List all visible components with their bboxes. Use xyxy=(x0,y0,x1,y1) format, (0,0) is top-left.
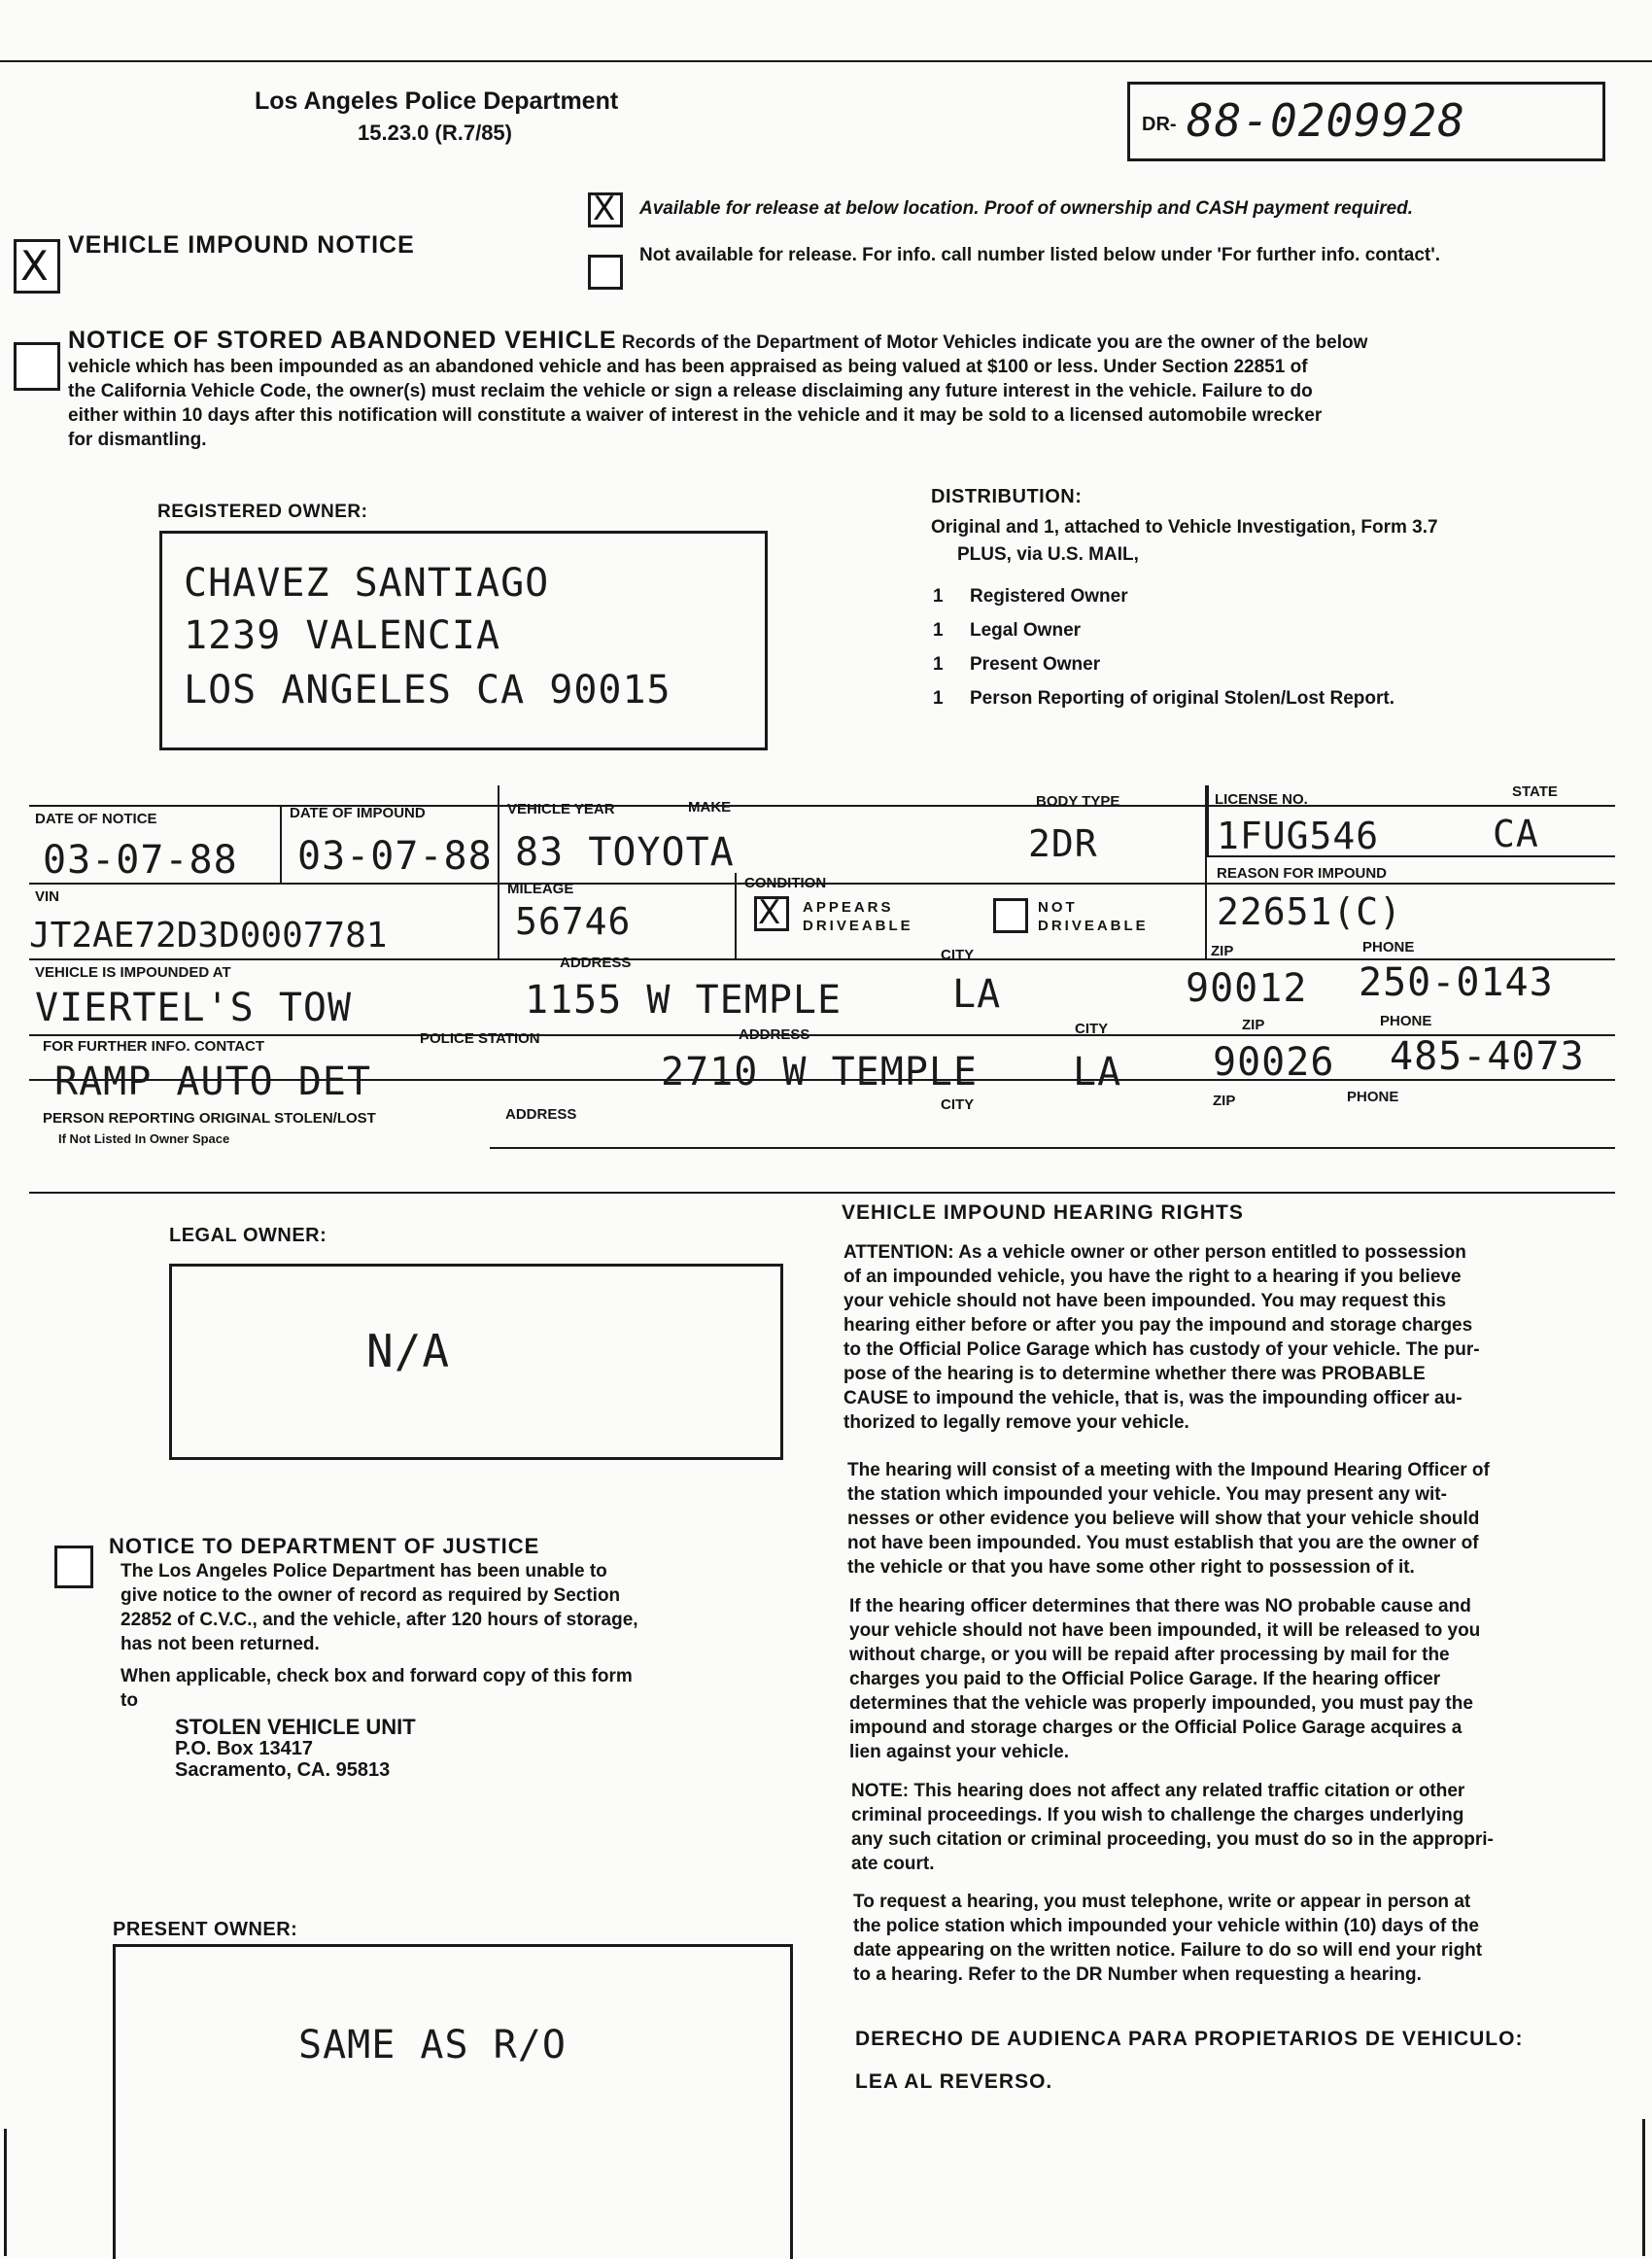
dr-number: 88-0209928 xyxy=(1187,94,1465,147)
present-owner-box xyxy=(113,1944,793,2259)
impound-address-label: ADDRESS xyxy=(560,955,632,971)
impound-check-mark: X xyxy=(20,242,49,290)
impound-city: LA xyxy=(952,972,1002,1017)
scan-edge-right xyxy=(1642,2119,1645,2256)
contact-city: LA xyxy=(1073,1050,1122,1095)
registered-owner-city: LOS ANGELES CA 90015 xyxy=(184,668,671,712)
impound-notice-title: VEHICLE IMPOUND NOTICE xyxy=(68,231,415,259)
hearing-rights-meeting: The hearing will consist of a meeting with the Impound Hearing Officer of the station which impounded your vehicle. You may present any wit- nesses or other evidence you believe will show that your vehicle should not have been impounded. You must establish that you are the owner of the vehicle or that you have some other right to possession of it. xyxy=(847,1460,1490,1578)
date-of-notice: 03-07-88 xyxy=(43,838,238,883)
impound-notice-checkbox[interactable] xyxy=(14,239,60,294)
condition-check-mark: X xyxy=(758,893,781,932)
abandoned-line-5: for dismantling. xyxy=(68,430,207,450)
abandoned-checkbox[interactable] xyxy=(14,342,60,391)
contact-phone-label: PHONE xyxy=(1380,1013,1432,1029)
abandoned-line-3: the California Vehicle Code, the owner(s) must reclaim the vehicle or sign a release disclaiming any future interest in the vehicle. Failure to do xyxy=(68,381,1313,401)
reporter-phone-label: PHONE xyxy=(1347,1089,1399,1105)
license-label: LICENSE NO. xyxy=(1215,791,1308,808)
impound-address: 1155 W TEMPLE xyxy=(525,978,843,1023)
vin-label: VIN xyxy=(35,888,60,905)
abandoned-title: NOTICE OF STORED ABANDONED VEHICLE xyxy=(68,327,617,354)
abandoned-line-1: Records of the Department of Motor Vehicles indicate you are the owner of the below xyxy=(621,332,1368,353)
contact-zip-label: ZIP xyxy=(1242,1017,1265,1033)
distribution-item: 1 Registered Owner xyxy=(933,586,1128,607)
distribution-label: DISTRIBUTION: xyxy=(931,486,1083,507)
mileage-label: MILEAGE xyxy=(507,881,574,897)
hearing-rights-title: VEHICLE IMPOUND HEARING RIGHTS xyxy=(842,1201,1244,1224)
contact-station: RAMP AUTO DET xyxy=(54,1060,372,1104)
abandoned-notice xyxy=(68,329,1623,452)
appears-driveable-checkbox[interactable] xyxy=(754,893,789,932)
contact-phone: 485-4073 xyxy=(1390,1034,1585,1079)
license-state: CA xyxy=(1493,813,1539,855)
scan-edge-left xyxy=(4,2129,7,2256)
reporter-zip-label: ZIP xyxy=(1213,1093,1236,1109)
contact-address-label: ADDRESS xyxy=(739,1026,810,1043)
legal-owner-label: LEGAL OWNER: xyxy=(169,1225,327,1246)
not-driveable-checkbox[interactable] xyxy=(993,898,1028,933)
vehicle-year-label: VEHICLE YEAR xyxy=(507,801,615,817)
not-driveable-label: NOT DRIVEABLE xyxy=(1038,899,1149,934)
distribution-item: 1 Present Owner xyxy=(933,654,1101,675)
vehicle-year-make: 83 TOYOTA xyxy=(515,830,735,875)
reporter-city-label: CITY xyxy=(941,1096,975,1113)
registered-owner-name: CHAVEZ SANTIAGO xyxy=(184,561,550,606)
distribution-item: 1 Legal Owner xyxy=(933,620,1082,641)
contact-city-label: CITY xyxy=(1075,1021,1109,1037)
not-available-checkbox[interactable] xyxy=(588,255,623,290)
mileage: 56746 xyxy=(515,900,632,943)
hearing-rights-attention: ATTENTION: As a vehicle owner or other person entitled to possession of an impounded vehicle, you have the right to a hearing if you believe your vehicle should not have been impounded. You may request this hearing either before or after you pay the impound and storage charges to the Official Police Garage which has custody of your vehicle. The pur- pose of the hearing is to determine whether there was PROBABLE CAUSE to impound the vehicle, that is, was the impounding officer au- thorized to legally remove your vehicle. xyxy=(843,1242,1480,1433)
doj-checkbox[interactable] xyxy=(54,1546,93,1588)
not-available-text: Not available for release. For info. call number listed below under 'For further info. contact'. xyxy=(639,245,1441,265)
date-of-impound-label: DATE OF IMPOUND xyxy=(290,805,426,821)
present-owner-label: PRESENT OWNER: xyxy=(113,1919,298,1940)
distribution-line-1: Original and 1, attached to Vehicle Investigation, Form 3.7 xyxy=(931,517,1438,538)
distribution-item: 1 Person Reporting of original Stolen/Lost Report. xyxy=(933,688,1395,709)
distribution-line-2: PLUS, via U.S. MAIL, xyxy=(957,544,1139,565)
spanish-notice-reverse: LEA AL REVERSO. xyxy=(855,2070,1053,2093)
doj-to: to xyxy=(120,1690,138,1711)
date-of-notice-label: DATE OF NOTICE xyxy=(35,811,157,827)
abandoned-line-2: vehicle which has been impounded as an abandoned vehicle and has been appraised as being valued at $100 or less. Under Section 22851 of xyxy=(68,357,1308,377)
distribution-list xyxy=(933,579,1394,715)
legal-owner-value: N/A xyxy=(366,1325,451,1377)
further-info-label: FOR FURTHER INFO. CONTACT xyxy=(43,1038,265,1055)
dr-label: DR- xyxy=(1142,114,1177,135)
doj-address: STOLEN VEHICLE UNIT P.O. Box 13417 Sacramento, CA. 95813 xyxy=(175,1715,416,1781)
impound-zip-label: ZIP xyxy=(1211,943,1234,959)
legal-owner-box xyxy=(169,1264,783,1460)
license-number: 1FUG546 xyxy=(1217,815,1380,857)
form-number: 15.23.0 (R.7/85) xyxy=(358,121,512,145)
doj-when-applicable: When applicable, check box and forward copy of this form xyxy=(120,1666,633,1686)
impounded-at-label: VEHICLE IS IMPOUNDED AT xyxy=(35,964,231,981)
hearing-rights-request: To request a hearing, you must telephone, write or appear in person at the police station which impounded your vehicle within (10) days of the date appearing on the written notice. Failure to do so will end your right to a hearing. Refer to the DR Number when requesting a hearing. xyxy=(853,1892,1483,1985)
reason-label: REASON FOR IMPOUND xyxy=(1217,865,1388,882)
available-checkbox[interactable] xyxy=(588,192,623,227)
registered-owner-box xyxy=(159,531,768,750)
doj-text: The Los Angeles Police Department has been unable to give notice to the owner of record as required by Section 22852 of C.V.C., and the vehicle, after 120 hours of storage, has not been returned. xyxy=(120,1561,638,1654)
present-owner-value: SAME AS R/O xyxy=(298,2023,567,2068)
spanish-notice: DERECHO DE AUDIENCA PARA PROPIETARIOS DE VEHICULO: xyxy=(855,2028,1524,2050)
state-label: STATE xyxy=(1512,783,1558,800)
dr-box xyxy=(1127,82,1605,161)
contact-zip: 90026 xyxy=(1213,1040,1335,1085)
reporter-address-label: ADDRESS xyxy=(505,1106,577,1123)
condition-label: CONDITION xyxy=(744,875,827,891)
impound-city-label: CITY xyxy=(941,947,975,963)
doj-title: NOTICE TO DEPARTMENT OF JUSTICE xyxy=(109,1534,540,1558)
top-rule xyxy=(0,60,1652,62)
registered-owner-street: 1239 VALENCIA xyxy=(184,613,501,658)
person-reporting-label: PERSON REPORTING ORIGINAL STOLEN/LOST xyxy=(43,1110,376,1127)
if-not-listed-label: If Not Listed In Owner Space xyxy=(58,1131,230,1146)
available-text: Available for release at below location. Proof of ownership and CASH payment required. xyxy=(639,198,1414,219)
hearing-rights-note: NOTE: This hearing does not affect any related traffic citation or other criminal proceedings. If you wish to challenge the charges underlying any such citation or criminal proceeding, you must do so in the appropri- ate court. xyxy=(851,1781,1494,1874)
impound-zip: 90012 xyxy=(1186,966,1308,1011)
impound-phone: 250-0143 xyxy=(1359,960,1554,1005)
available-check-mark: X xyxy=(593,190,616,228)
registered-owner-label: REGISTERED OWNER: xyxy=(157,502,368,522)
vin: JT2AE72D3D0007781 xyxy=(29,916,388,956)
reason-for-impound: 22651(C) xyxy=(1217,890,1403,933)
make-label: MAKE xyxy=(688,799,732,816)
police-station-label: POLICE STATION xyxy=(420,1030,540,1047)
body-type: 2DR xyxy=(1028,822,1098,865)
date-of-impound: 03-07-88 xyxy=(297,834,493,879)
body-type-label: BODY TYPE xyxy=(1036,793,1120,810)
contact-address: 2710 W TEMPLE xyxy=(661,1050,979,1095)
hearing-rights-no-cause: If the hearing officer determines that there was NO probable cause and your vehicle should not have been impounded, it will be released to you without charge, or you will be repaid after processing by mail for the charges you paid to the Official Police Garage. If the hearing officer determines that the vehicle was properly impounded, you must pay the impound and storage charges or the Official Police Garage acquires a lien against your vehicle. xyxy=(849,1596,1481,1762)
department-name: Los Angeles Police Department xyxy=(255,87,619,115)
impound-phone-label: PHONE xyxy=(1362,939,1415,956)
impounded-at: VIERTEL'S TOW xyxy=(35,986,353,1030)
appears-driveable-label: APPEARS DRIVEABLE xyxy=(803,899,913,934)
abandoned-line-4: either within 10 days after this notification will constitute a waiver of interest in the vehicle and it may be sold to a licensed automobile wrecker xyxy=(68,405,1323,426)
